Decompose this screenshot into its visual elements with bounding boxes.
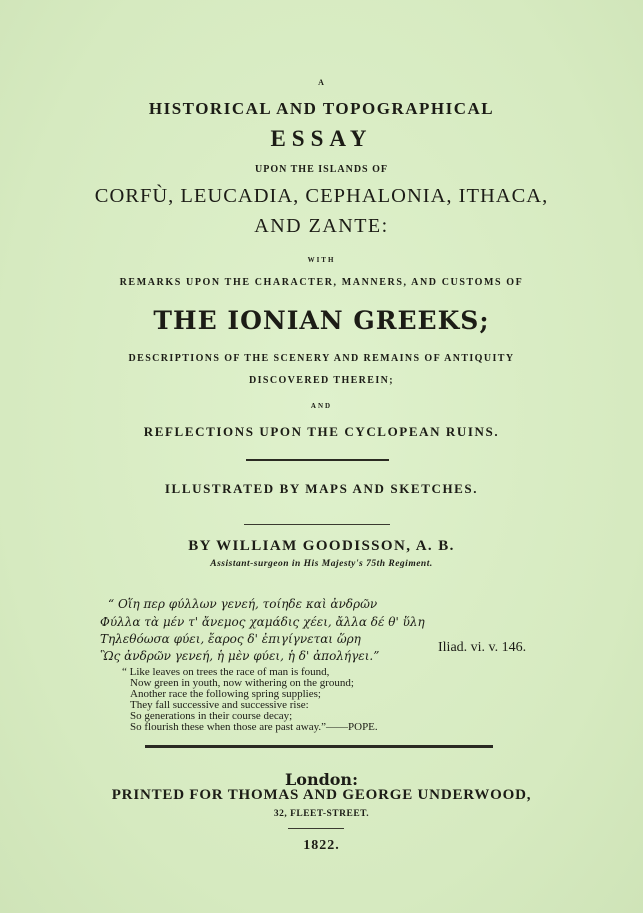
greek-line: Τηλεθόωσα φύει, ἔαρος δ' ἐπιγίγνεται ὥρη — [100, 632, 361, 646]
ionian-greeks-heading: THE IONIAN GREEKS; — [153, 306, 490, 335]
divider-rule — [145, 745, 493, 748]
title-line-historical: HISTORICAL AND TOPOGRAPHICAL — [148, 99, 495, 118]
imprint-address: 32, FLEET-STREET. — [273, 809, 370, 819]
english-line: So flourish these when those are past away.”——POPE. — [130, 721, 378, 733]
english-line: Another race the following spring supplies; — [130, 688, 321, 700]
imprint-printer: PRINTED FOR THOMAS AND GEORGE UNDERWOOD, — [111, 787, 532, 803]
imprint-year: 1822. — [303, 838, 340, 853]
divider-rule — [288, 828, 344, 829]
divider-rule — [246, 459, 389, 461]
greek-line: Φύλλα τὰ μέν τ' ἄνεμος χαμάδις χέει, ἄλλα δέ θ' ὕλη — [100, 615, 425, 629]
english-line: “ Like leaves on trees the race of man is found, — [122, 666, 330, 678]
remarks-line: REMARKS UPON THE CHARACTER, MANNERS, AND CUSTOMS OF — [119, 277, 524, 288]
title-upon-islands: UPON THE ISLANDS OF — [254, 164, 388, 175]
greek-source: Iliad. vi. v. 146. — [438, 640, 527, 655]
discovered-line: DISCOVERED THEREIN; — [248, 375, 395, 386]
english-line: Now green in youth, now withering on the ground; — [130, 677, 354, 689]
title-essay: ESSAY — [270, 126, 373, 151]
english-line: They fall successive and successive rise: — [130, 699, 309, 711]
and-label: AND — [310, 402, 333, 410]
divider-rule — [244, 524, 390, 525]
english-line: So generations in their course decay; — [130, 710, 293, 722]
with-label: WITH — [307, 256, 336, 264]
greek-line: “ Οἵη περ φύλλων γενεή, τοίηδε καὶ ἀνδρῶν — [108, 597, 378, 611]
illustrated-line: ILLUSTRATED BY MAPS AND SKETCHES. — [164, 481, 479, 496]
descriptions-line: DESCRIPTIONS OF THE SCENERY AND REMAINS OF ANTIQUITY — [128, 353, 515, 364]
title-islands-list: CORFÙ, LEUCADIA, CEPHALONIA, ITHACA, — [94, 185, 549, 207]
author-line: BY WILLIAM GOODISSON, A. B. — [188, 538, 455, 554]
greek-line: Ὣς ἀνδρῶν γενεή, ἡ μὲν φύει, ἡ δ' ἀπολήγει.” — [100, 649, 380, 663]
reflections-line: REFLECTIONS UPON THE CYCLOPEAN RUINS. — [143, 424, 500, 439]
article-a: A — [318, 78, 325, 87]
author-role: Assistant-surgeon in His Majesty's 75th Regiment. — [210, 559, 433, 569]
imprint-city: London: — [285, 770, 358, 789]
title-and-zante: AND ZANTE: — [254, 215, 389, 237]
